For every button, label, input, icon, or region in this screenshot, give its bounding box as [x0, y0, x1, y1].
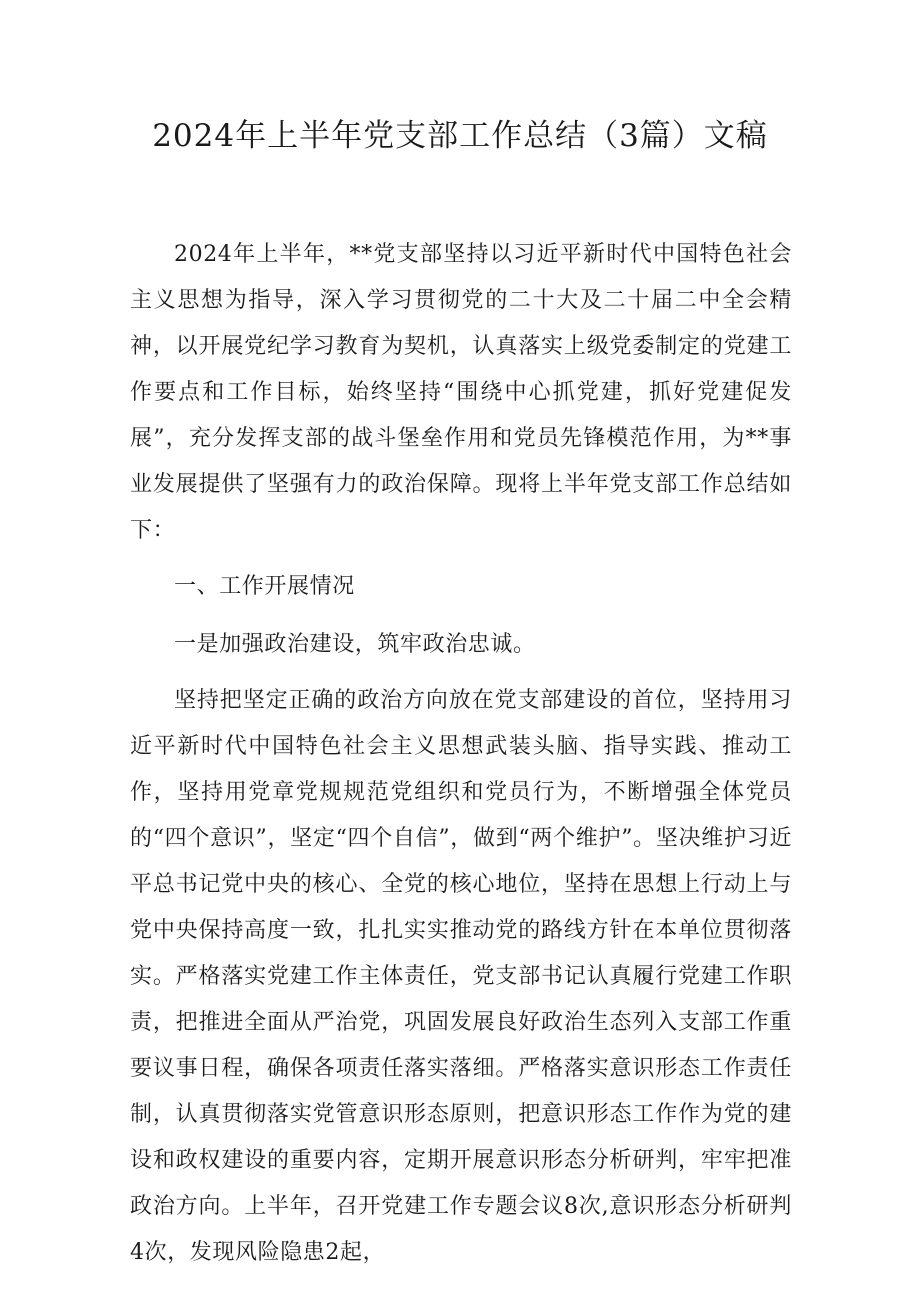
subsection-heading: 一是加强政治建设，筑牢政治忠诚。 — [174, 632, 536, 657]
intro-paragraph: 2024年上半年，**党支部坚持以习近平新时代中国特色社会主义思想为指导，深入学习贯彻党的二十大及二十届二中全会精神，以开展党纪学习教育为契机，认真落实上级党委制定的党建工作要点和工作目标，始终坚持“围绕中心抓党建，抓好党建促发展”，充分发挥支部的战斗堡垒作用和党员先锋模范作用，为**事业发展提供了坚强有力的政治保障。现将上半年党支部工作总结如下： — [130, 242, 792, 543]
section-heading: 一、工作开展情况 — [174, 574, 355, 599]
body-paragraph: 坚持把坚定正确的政治方向放在党支部建设的首位，坚持用习近平新时代中国特色社会主义思想武装头脑、指导实践、推动工作，坚持用党章党规规范党组织和党员行为，不断增强全体党员的“四个意识”，坚定“四个自信”，做到“两个维护”。坚决维护习近平总书记党中央的核心、全党的核心地位，坚持在思想上行动上与党中央保持高度一致，扎扎实实推动党的路线方针在本单位贯彻落实。严格落实党建工作主体责任，党支部书记认真履行党建工作职责，把推进全面从严治党，巩固发展良好政治生态列入支部工作重要议事日程，确保各项责任落实落细。严格落实意识形态工作责任制，认真贯彻落实党管意识形态原则，把意识形态工作作为党的建设和政权建设的重要内容，定期开展意识形态分析研判，牢牢把准政治方向。上半年，召开党建工作专题会议8次,意识形态分析研判4次，发现风险隐患2起， — [130, 688, 792, 1265]
document-body — [130, 232, 792, 1288]
document-title: 2024年上半年党支部工作总结（3篇）文稿 — [152, 118, 768, 154]
